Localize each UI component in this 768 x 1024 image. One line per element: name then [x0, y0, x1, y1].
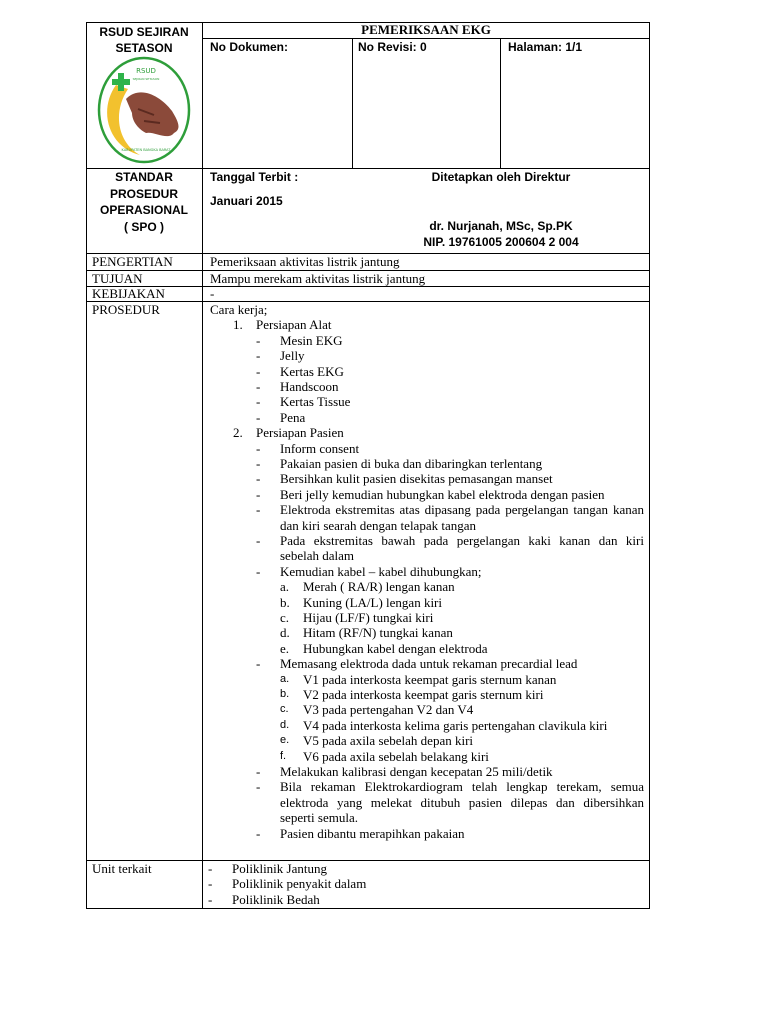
list-dash: - [256, 563, 261, 579]
logo-text-rsud: RSUD [136, 67, 156, 75]
list-dash: - [256, 779, 261, 795]
hospital-name: RSUD SEJIRAN SETASON [99, 25, 189, 55]
no-revisi-label: No Revisi: 0 [358, 40, 427, 54]
list-dash: - [256, 394, 261, 410]
logo-text-bottom: KABUPATEN BANGKA BARAT [121, 148, 171, 152]
list-dash: - [256, 348, 261, 364]
kebijakan-text: - [210, 286, 215, 301]
precordial-item: V4 pada interkosta kelima garis pertengahan clavikula kiri [303, 717, 608, 733]
list-dash: - [256, 440, 261, 456]
penutup-text: Pasien dibantu merapihkan pakaian [280, 825, 465, 841]
spo-label-line: ( SPO ) [123, 219, 164, 234]
list-marker: a. [280, 672, 290, 685]
director-nip: NIP. 19761005 200604 2 004 [423, 235, 579, 249]
unit-item: Poliklinik Jantung [232, 861, 327, 876]
row-divider [86, 301, 650, 302]
list-dash: - [256, 533, 261, 548]
list-marker: f. [280, 749, 287, 762]
alat-item: Kertas EKG [280, 363, 344, 379]
pasien-item: Bersihkan kulit pasien disekitas pemasangan manset [280, 471, 553, 487]
list-marker: c. [280, 703, 289, 716]
list-marker: e. [280, 734, 290, 747]
pasien-item: Beri jelly kemudian hubungkan kabel elektroda dengan pasien [280, 486, 605, 502]
list-dash: - [256, 363, 261, 379]
spo-label-line: PROSEDUR [109, 186, 178, 201]
column-divider [352, 38, 353, 168]
tujuan-label: TUJUAN [92, 271, 143, 286]
kabel-item: Hubungkan kabel dengan elektroda [303, 640, 488, 656]
no-dokumen-label: No Dokumen: [210, 40, 288, 54]
list-dash: - [256, 332, 261, 348]
alat-item: Mesin EKG [280, 332, 343, 348]
spo-label [86, 169, 202, 235]
pengertian-text: Pemeriksaan aktivitas listrik jantung [210, 254, 400, 269]
list-dash: - [256, 825, 261, 841]
alat-item: Kertas Tissue [280, 394, 351, 410]
precordial-item: V3 pada pertengahan V2 dan V4 [303, 702, 474, 718]
hospital-logo [94, 55, 194, 165]
spo-label-line: OPERASIONAL [99, 203, 188, 217]
alat-item: Handscoon [280, 378, 339, 394]
list-marker: b. [280, 687, 290, 700]
tanggal-terbit-label: Tanggal Terbit : [210, 170, 299, 184]
rsud-logo-icon [94, 55, 194, 165]
pengertian-label: PENGERTIAN [92, 254, 173, 269]
pasien-item: Pakaian pasien di buka dan dibaringkan terlentang [280, 455, 543, 471]
list-dash: - [256, 502, 261, 518]
spo-document-table [86, 22, 650, 909]
step-title: Persiapan Pasien [256, 425, 344, 441]
row-divider [86, 286, 650, 287]
tanggal-terbit-value: Januari 2015 [210, 194, 283, 208]
list-dash: - [208, 861, 213, 876]
step-title: Persiapan Alat [256, 317, 332, 333]
logo-text-sub: SEJIRAN SETASON [132, 77, 160, 81]
prosedur-intro: Cara kerja; [210, 302, 268, 317]
list-dash: - [208, 876, 213, 892]
document-title: PEMERIKSAAN EKG [361, 22, 491, 37]
precordial-item: V1 pada interkosta keempat garis sternum kanan [303, 671, 557, 687]
precordial-item: V5 pada axila sebelah depan kiri [303, 733, 474, 749]
kabel-item: Kuning (LA/L) lengan kiri [303, 594, 442, 610]
row-divider [86, 860, 650, 861]
unit-terkait-label: Unit terkait [92, 861, 152, 876]
spo-label-line: STANDAR [115, 170, 173, 184]
selesai-text: Bila rekaman Elektrokardiogram telah lengkap terekam, semua elektroda yang melekat ditubuh pasien dilepas dan dibersihkan seperti semula. [280, 779, 644, 826]
list-dash: - [256, 378, 261, 394]
kebijakan-label: KEBIJAKAN [92, 286, 165, 301]
list-marker: d. [280, 625, 290, 641]
kabel-item: Merah ( RA/R) lengan kanan [303, 579, 455, 595]
pasien-item: Inform consent [280, 440, 360, 456]
list-dash: - [256, 764, 261, 779]
kabel-item: Hitam (RF/N) tungkai kanan [303, 625, 453, 641]
list-marker: c. [280, 609, 290, 625]
alat-item: Pena [280, 409, 306, 425]
unit-item: Poliklinik Bedah [232, 891, 320, 907]
row-divider [202, 38, 650, 39]
list-marker: a. [280, 579, 290, 595]
list-dash: - [256, 471, 261, 487]
kalibrasi-text: Melakukan kalibrasi dengan kecepatan 25 mili/detik [280, 764, 553, 779]
list-dash: - [256, 409, 261, 425]
list-dash: - [256, 455, 261, 471]
halaman-label: Halaman: 1/1 [508, 40, 583, 54]
ditetapkan-label: Ditetapkan oleh Direktur [431, 170, 571, 184]
list-marker: d. [280, 718, 290, 731]
elektroda-ekstremitas-bawah: Pada ekstremitas bawah pada pergelangan kaki kanan dan kiri sebelah dalam [280, 533, 644, 564]
column-divider [500, 38, 501, 168]
list-marker: e. [280, 640, 290, 656]
unit-item: Poliklinik penyakit dalam [232, 876, 367, 892]
elektroda-ekstremitas-atas: Elektroda ekstremitas atas dipasang pada pergelangan tangan kanan dan kiri searah dengan telapak tangan [280, 502, 644, 533]
kabel-item: Hijau (LF/F) tungkai kiri [303, 609, 434, 625]
list-dash: - [256, 656, 261, 672]
precordial-item: V2 pada interkosta keempat garis sternum kiri [303, 686, 544, 702]
tujuan-text: Mampu merekam aktivitas listrik jantung [210, 271, 426, 286]
step-number: 2. [233, 425, 243, 441]
precordial-title: Memasang elektroda dada untuk rekaman precardial lead [280, 656, 578, 672]
list-dash: - [208, 891, 213, 907]
kabel-title: Kemudian kabel – kabel dihubungkan; [280, 563, 482, 579]
alat-item: Jelly [280, 348, 305, 364]
prosedur-label: PROSEDUR [92, 302, 160, 317]
step-number: 1. [233, 317, 243, 333]
list-marker: b. [280, 594, 290, 610]
precordial-item: V6 pada axila sebelah belakang kiri [303, 748, 489, 764]
column-divider [202, 22, 203, 909]
director-name: dr. Nurjanah, MSc, Sp.PK [429, 219, 573, 233]
list-dash: - [256, 486, 261, 502]
